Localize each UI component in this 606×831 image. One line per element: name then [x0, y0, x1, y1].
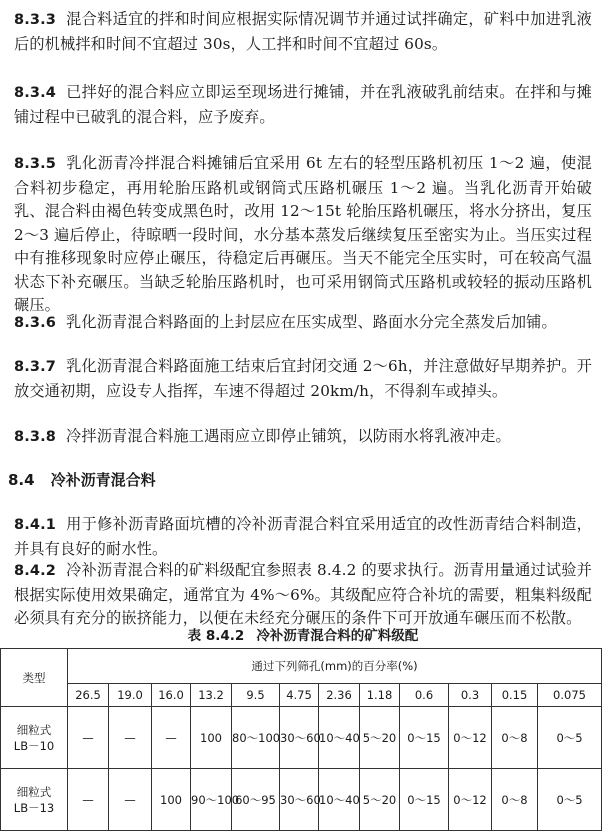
table-cell: 10～40	[319, 769, 360, 831]
table-cell: —	[109, 769, 152, 831]
sieve-size-header: 9.5	[232, 684, 280, 707]
sieve-size-row	[1, 684, 602, 707]
sieve-span-header: 通过下列筛孔(mm)的百分率(%)	[68, 649, 602, 684]
table-cell: —	[152, 707, 191, 769]
paragraph-8-3-6	[14, 311, 592, 336]
clause-number: 8.4.2	[14, 563, 57, 579]
table-row	[1, 707, 602, 769]
table-cell: 0～15	[400, 769, 449, 831]
section-title: 冷补沥青混合料	[50, 471, 156, 489]
type-header: 类型	[1, 649, 68, 707]
sieve-size-header: 26.5	[68, 684, 109, 707]
table-cell: 100	[152, 769, 191, 831]
table-cell: 30～60	[280, 769, 319, 831]
type-code: LB－10	[13, 738, 55, 753]
table-cell: 90～100	[191, 769, 232, 831]
paragraph-8-3-5	[14, 152, 592, 318]
clause-text: 乳化沥青混合料路面施工结束后宜封闭交通 2～6h，并注意做好早期养护。开放交通初期，应设专人指挥，车速不得超过 20km/h，不得刹车或掉头。	[14, 357, 592, 400]
section-number: 8.4	[8, 471, 35, 489]
table-cell: 0～12	[449, 707, 492, 769]
clause-text: 乳化沥青冷拌混合料摊铺后宜采用 6t 左右的轻型压路机初压 1～2 遍，使混合料初步稳定，再用轮胎压路机或钢筒式压路机碾压 1～2 遍。当乳化沥青开始破乳、混合料由褐色转变成黑色时，改用 12～15t 轮胎压路机碾压，将水分挤出，复压 2～3 遍后停止，待晾晒一段时间，水分基本蒸发后继续复压至密实为止。当压实过程中有推移现象时应停止碾压，待稳定后再碾压。当天不能完全压实时，可在较高气温状态下补充碾压。当缺乏轮胎压路机时，也可采用钢筒式压路机或较轻的振动压路机碾压。	[14, 154, 592, 314]
clause-number: 8.3.3	[14, 12, 57, 28]
table-cell: 5～20	[360, 707, 400, 769]
type-cell	[1, 707, 68, 769]
sieve-size-header: 19.0	[109, 684, 152, 707]
table-cell: —	[109, 707, 152, 769]
table-cell: 0～8	[492, 707, 538, 769]
table-cell: 0～5	[538, 769, 602, 831]
clause-text: 冷补沥青混合料的矿料级配宜参照表 8.4.2 的要求执行。沥青用量通过试验并根据实际使用效果确定，通常宜为 4%～6%。其级配应符合补坑的需要，粗集料级配必须具有充分的嵌挤能力，以便在未经充分碾压的条件下可开放通车碾压而不松散。	[14, 561, 592, 627]
clause-number: 8.4.1	[14, 517, 57, 533]
clause-text: 混合料适宜的拌和时间应根据实际情况调节并通过试拌确定，矿料中加进乳液后的机械拌和时间不宜超过 30s，人工拌和时间不宜超过 60s。	[14, 10, 592, 53]
table-cell: 0～8	[492, 769, 538, 831]
table-cell: 5～20	[360, 769, 400, 831]
clause-number: 8.3.7	[14, 359, 57, 375]
table-cell: 0～12	[449, 769, 492, 831]
paragraph-8-3-7	[14, 355, 592, 403]
table-title: 冷补沥青混合料的矿料级配	[256, 628, 419, 644]
sieve-size-header: 4.75	[280, 684, 319, 707]
table-cell: —	[68, 707, 109, 769]
clause-number: 8.3.6	[14, 315, 57, 331]
table-cell: 100	[191, 707, 232, 769]
table-cell: 30～60	[280, 707, 319, 769]
sieve-size-header: 0.075	[538, 684, 602, 707]
clause-text: 用于修补沥青路面坑槽的冷补沥青混合料宜采用适宜的改性沥青结合料制造，并具有良好的耐水性。	[14, 515, 592, 558]
clause-text: 已拌好的混合料应立即运至现场进行摊铺，并在乳液破乳前结束。在拌和与摊铺过程中已破乳的混合料，应予废弃。	[14, 83, 592, 126]
type-code: LB－13	[13, 800, 55, 815]
clause-number: 8.3.4	[14, 85, 57, 101]
table-cell: 60～95	[232, 769, 280, 831]
clause-text: 乳化沥青混合料路面的上封层应在压实成型、路面水分完全蒸发后加铺。	[66, 313, 557, 331]
paragraph-8-4-2	[14, 559, 592, 631]
clause-number: 8.3.5	[14, 156, 57, 172]
sieve-size-header: 1.18	[360, 684, 400, 707]
paragraph-8-3-4	[14, 81, 592, 129]
paragraph-8-4-1	[14, 513, 592, 561]
gradation-table	[0, 648, 602, 831]
sieve-size-header: 16.0	[152, 684, 191, 707]
table-cell: —	[68, 769, 109, 831]
type-cell	[1, 769, 68, 831]
clause-number: 8.3.8	[14, 429, 57, 445]
table-cell: 0～15	[400, 707, 449, 769]
type-name: 细粒式	[16, 722, 52, 737]
paragraph-8-3-3	[14, 8, 592, 56]
sieve-size-header: 2.36	[319, 684, 360, 707]
table-cell: 80～100	[232, 707, 280, 769]
paragraph-8-3-8	[14, 425, 592, 450]
table-number: 表 8.4.2	[187, 628, 245, 644]
table-cell: 0～5	[538, 707, 602, 769]
sieve-size-header: 0.3	[449, 684, 492, 707]
table-cell: 10～40	[319, 707, 360, 769]
table-header-row	[1, 649, 602, 684]
section-heading-8-4	[8, 469, 156, 491]
table-row	[1, 769, 602, 831]
sieve-size-header: 0.15	[492, 684, 538, 707]
sieve-size-header: 0.6	[400, 684, 449, 707]
clause-text: 冷拌沥青混合料施工遇雨应立即停止铺筑，以防雨水将乳液冲走。	[66, 427, 511, 445]
type-name: 细粒式	[16, 784, 52, 799]
table-caption	[0, 626, 606, 646]
sieve-size-header: 13.2	[191, 684, 232, 707]
